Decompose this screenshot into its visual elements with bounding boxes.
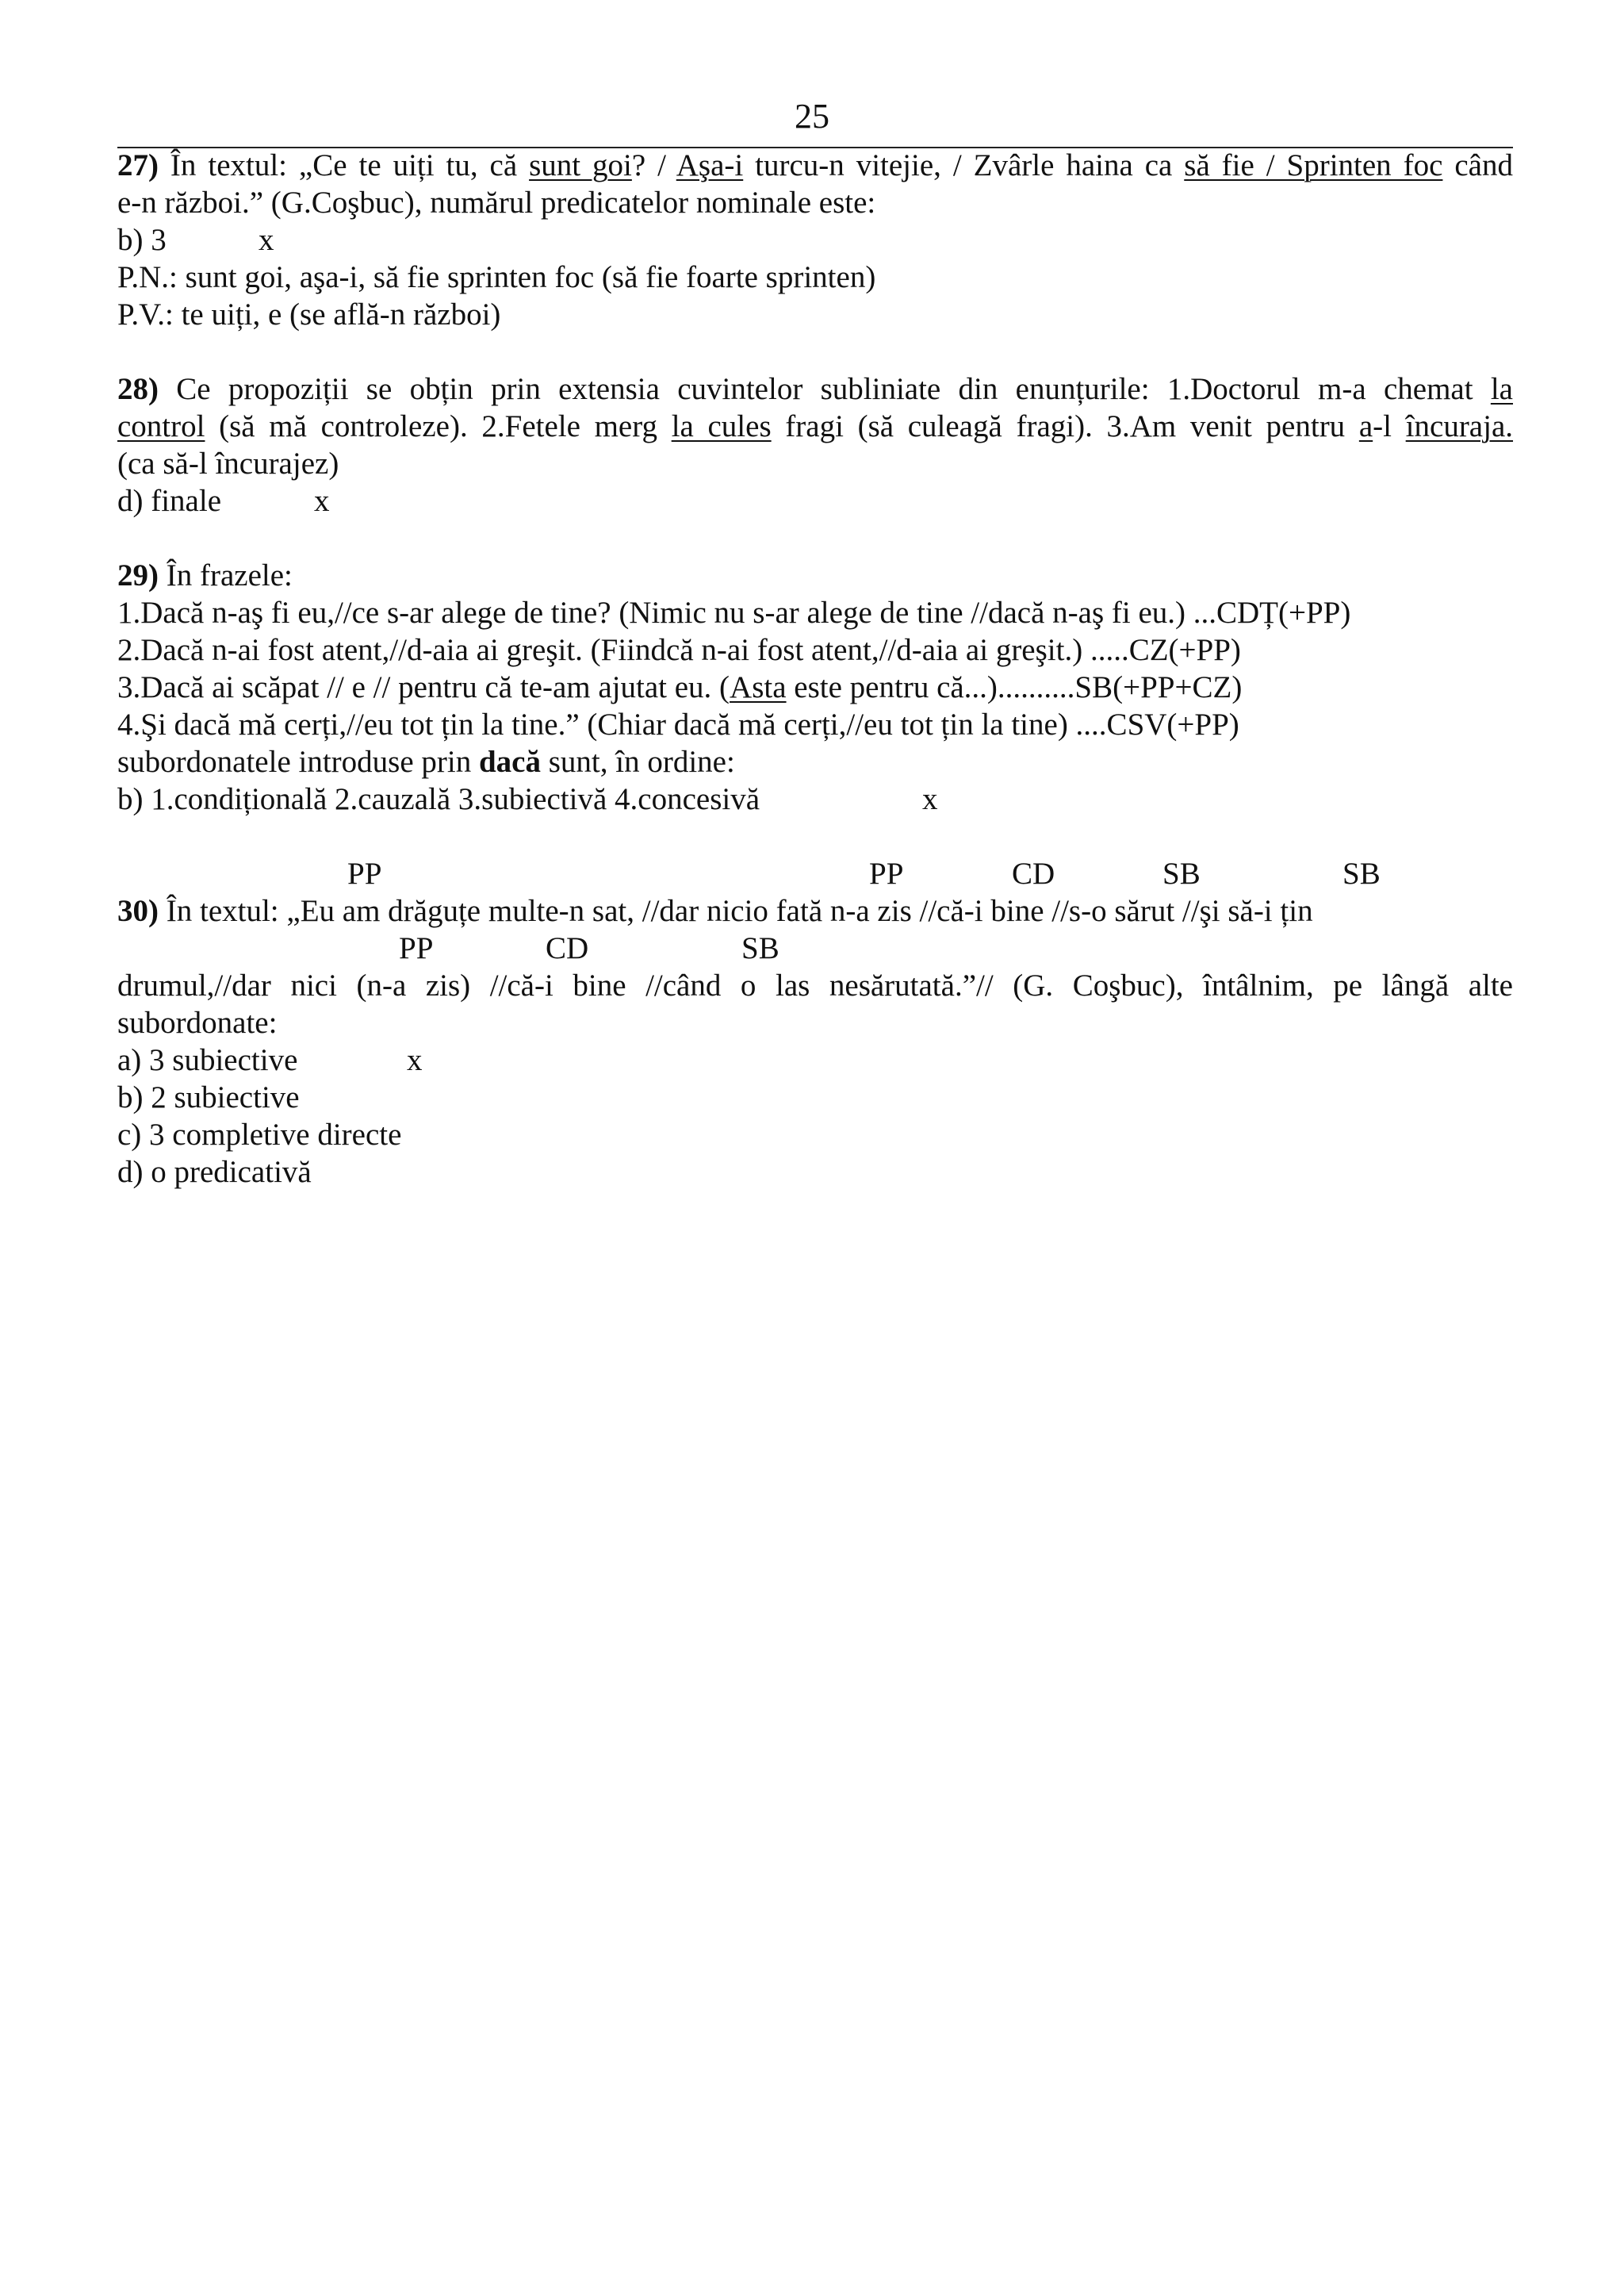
q30-number: 30): [117, 894, 159, 928]
q29-sentence-1: 1.Dacă n-aş fi eu,//ce s-ar alege de tine? (Nimic nu s-ar alege de tine //dacă n-aş fi eu.) ...CDȚ(+PP): [117, 596, 1351, 630]
q29-sentence-2: 2.Dacă n-ai fost atent,//d-aia ai greşit. (Fiindcă n-ai fost atent,//d-aia ai greşit.) .....CZ(+PP): [117, 633, 1241, 667]
q28-line-1: 28) Ce propoziții se obțin prin extensia cuvintelor subliniate din enunțurile: 1.Doctorul m-a chemat la: [117, 372, 1513, 406]
q27-answer: b) 3 x: [117, 223, 274, 257]
q29-number: 29): [117, 558, 159, 593]
q27-pn: P.N.: sunt goi, aşa-i, să fie sprinten foc (să fie foarte sprinten): [117, 260, 876, 294]
q29-question: subordonatele introduse prin dacă sunt, în ordine:: [117, 745, 735, 779]
q28-line-3: (ca să-l încurajez): [117, 447, 339, 481]
q27-pv: P.V.: te uiți, e (se află-n război): [117, 297, 501, 332]
q30-option-b: b) 2 subiective: [117, 1080, 300, 1114]
q29-sentence-3: 3.Dacă ai scăpat // e // pentru că te-am ajutat eu. (Asta este pentru că...)..........SB(+PP+CZ): [117, 670, 1243, 704]
q29-sentence-4: 4.Şi dacă mă cerți,//eu tot țin la tine.” (Chiar dacă mă cerți,//eu tot țin la tine) ....CSV(+PP): [117, 708, 1239, 742]
q30-line-3: subordonate:: [117, 1006, 278, 1040]
label-cd: CD: [1012, 857, 1055, 891]
q30-line-1: 30) În textul: „Eu am drăguțe multe-n sat, //dar nicio fată n-a zis //că-i bine //s-o sărut //şi să-i țin: [117, 894, 1313, 928]
label-sb: SB: [1342, 857, 1381, 891]
page-number: 25: [795, 97, 829, 136]
label-sb: SB: [1162, 857, 1201, 891]
label-pp: PP: [347, 857, 382, 891]
q30-mid-labels: [117, 930, 1513, 967]
q30-line-2: drumul,//dar nici (n-a zis) //că-i bine //când o las nesărutată.”// (G. Coşbuc), întâlnim, pe lângă alte: [117, 969, 1513, 1003]
q27-line-1: 27) În textul: „Ce te uiți tu, că sunt goi? / Aşa-i turcu-n vitejie, / Zvârle haina ca să fie / Sprinten foc când: [117, 148, 1513, 182]
q28-answer: d) finale x: [117, 484, 330, 518]
underlined-sunt-goi: sunt goi: [529, 148, 632, 182]
q27-answer-mark: x: [259, 223, 274, 257]
q29-answer: b) 1.condițională 2.cauzală 3.subiectivă 4.concesivă x: [117, 782, 938, 816]
underlined-sa-fie-sprinten-foc: să fie / Sprinten foc: [1184, 148, 1443, 182]
label-sb: SB: [741, 931, 779, 965]
underlined-asa-i: Aşa-i: [676, 148, 744, 182]
label-pp: PP: [869, 857, 904, 891]
label-cd: CD: [546, 931, 589, 965]
q30-option-a: a) 3 subiective x: [117, 1043, 423, 1077]
q28-number: 28): [117, 372, 159, 406]
page-content: [117, 147, 1513, 1191]
q28-answer-mark: x: [314, 484, 330, 518]
q27-line-2: e-n război.” (G.Coşbuc), numărul predicatelor nominale este:: [117, 186, 876, 220]
q28-line-2: control (să mă controleze). 2.Fetele merg la cules fragi (să culeagă fragi). 3.Am venit pentru a-l încuraja.: [117, 409, 1514, 443]
q27-number: 27): [117, 148, 159, 182]
label-pp: PP: [399, 931, 434, 965]
q29-answer-mark: x: [922, 782, 938, 816]
q30-option-d: d) o predicativă: [117, 1155, 312, 1189]
q30-top-labels: [117, 855, 1513, 892]
q30-option-c: c) 3 completive directe: [117, 1118, 402, 1152]
q29-intro: 29) În frazele:: [117, 558, 293, 593]
q30-answer-mark: x: [407, 1043, 423, 1077]
